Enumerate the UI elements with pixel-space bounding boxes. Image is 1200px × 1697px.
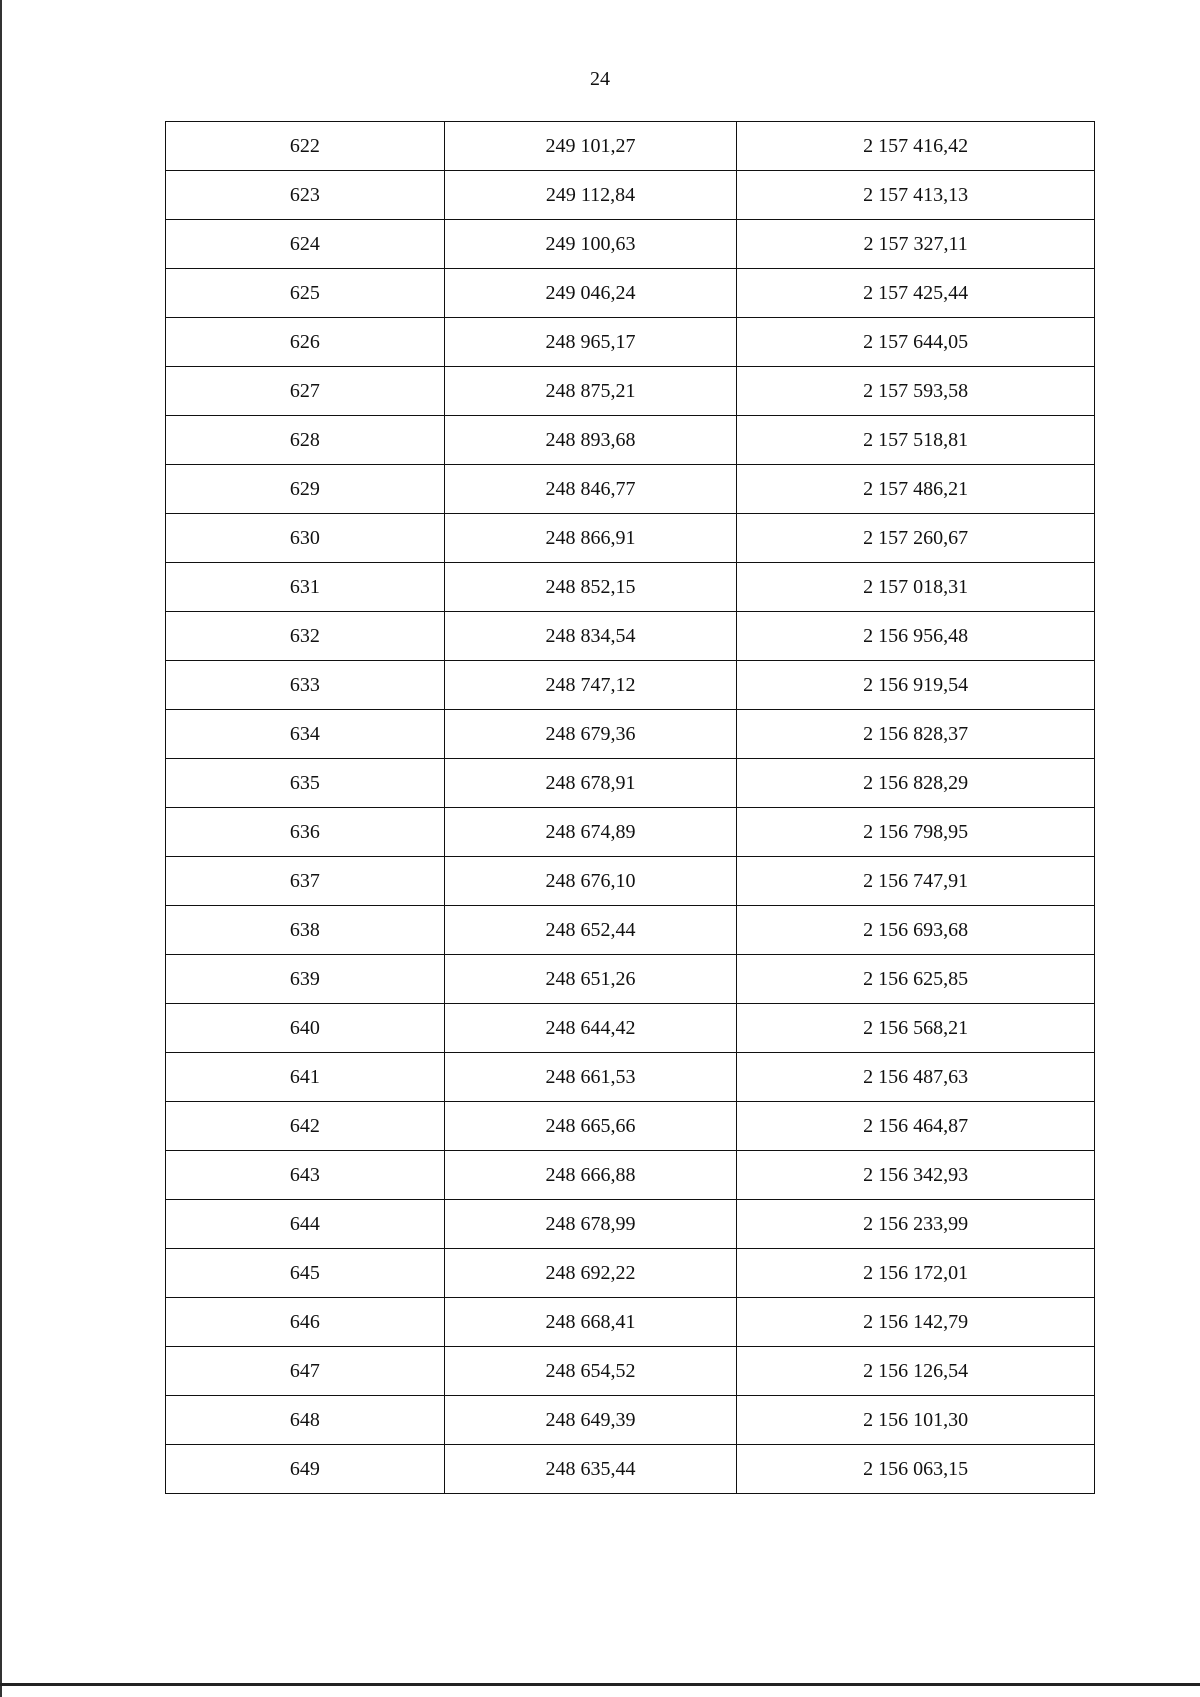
point-number-cell: 625 — [166, 269, 445, 318]
x-coordinate-cell: 248 676,10 — [444, 857, 737, 906]
x-coordinate-cell: 249 100,63 — [444, 220, 737, 269]
x-coordinate-cell: 249 046,24 — [444, 269, 737, 318]
x-coordinate-cell: 248 678,91 — [444, 759, 737, 808]
x-coordinate-cell: 248 652,44 — [444, 906, 737, 955]
x-coordinate-cell: 248 666,88 — [444, 1151, 737, 1200]
table-row — [166, 1249, 1095, 1298]
y-coordinate-cell: 2 156 142,79 — [737, 1298, 1095, 1347]
y-coordinate-cell: 2 156 101,30 — [737, 1396, 1095, 1445]
y-coordinate-cell: 2 156 233,99 — [737, 1200, 1095, 1249]
point-number-cell: 649 — [166, 1445, 445, 1494]
table-row — [166, 1396, 1095, 1445]
y-coordinate-cell: 2 156 747,91 — [737, 857, 1095, 906]
y-coordinate-cell: 2 157 486,21 — [737, 465, 1095, 514]
x-coordinate-cell: 248 875,21 — [444, 367, 737, 416]
point-number-cell: 623 — [166, 171, 445, 220]
y-coordinate-cell: 2 157 518,81 — [737, 416, 1095, 465]
point-number-cell: 645 — [166, 1249, 445, 1298]
table-row — [166, 367, 1095, 416]
x-coordinate-cell: 248 649,39 — [444, 1396, 737, 1445]
table-row — [166, 122, 1095, 171]
point-number-cell: 627 — [166, 367, 445, 416]
table-row — [166, 857, 1095, 906]
point-number-cell: 637 — [166, 857, 445, 906]
table-row — [166, 955, 1095, 1004]
y-coordinate-cell: 2 157 425,44 — [737, 269, 1095, 318]
point-number-cell: 631 — [166, 563, 445, 612]
y-coordinate-cell: 2 156 828,37 — [737, 710, 1095, 759]
table-row — [166, 1347, 1095, 1396]
table-row — [166, 563, 1095, 612]
point-number-cell: 647 — [166, 1347, 445, 1396]
table-row — [166, 1102, 1095, 1151]
y-coordinate-cell: 2 157 644,05 — [737, 318, 1095, 367]
x-coordinate-cell: 248 651,26 — [444, 955, 737, 1004]
point-number-cell: 635 — [166, 759, 445, 808]
table-row — [166, 1445, 1095, 1494]
x-coordinate-cell: 249 101,27 — [444, 122, 737, 171]
y-coordinate-cell: 2 157 260,67 — [737, 514, 1095, 563]
x-coordinate-cell: 248 747,12 — [444, 661, 737, 710]
table-body — [166, 122, 1095, 1494]
table-row — [166, 1053, 1095, 1102]
table-row — [166, 1004, 1095, 1053]
table-row — [166, 1151, 1095, 1200]
table-row — [166, 514, 1095, 563]
y-coordinate-cell: 2 156 693,68 — [737, 906, 1095, 955]
table-row — [166, 808, 1095, 857]
y-coordinate-cell: 2 156 919,54 — [737, 661, 1095, 710]
x-coordinate-cell: 248 678,99 — [444, 1200, 737, 1249]
table-row — [166, 710, 1095, 759]
y-coordinate-cell: 2 156 464,87 — [737, 1102, 1095, 1151]
x-coordinate-cell: 248 665,66 — [444, 1102, 737, 1151]
table-row — [166, 1200, 1095, 1249]
x-coordinate-cell: 248 692,22 — [444, 1249, 737, 1298]
point-number-cell: 632 — [166, 612, 445, 661]
table-row — [166, 661, 1095, 710]
point-number-cell: 646 — [166, 1298, 445, 1347]
x-coordinate-cell: 248 866,91 — [444, 514, 737, 563]
table-row — [166, 416, 1095, 465]
table-row — [166, 171, 1095, 220]
x-coordinate-cell: 248 852,15 — [444, 563, 737, 612]
point-number-cell: 634 — [166, 710, 445, 759]
y-coordinate-cell: 2 156 956,48 — [737, 612, 1095, 661]
y-coordinate-cell: 2 156 568,21 — [737, 1004, 1095, 1053]
y-coordinate-cell: 2 156 172,01 — [737, 1249, 1095, 1298]
point-number-cell: 628 — [166, 416, 445, 465]
table-row — [166, 759, 1095, 808]
coordinates-table — [165, 121, 1095, 1494]
page-bottom-edge — [0, 1683, 1200, 1686]
point-number-cell: 622 — [166, 122, 445, 171]
x-coordinate-cell: 248 661,53 — [444, 1053, 737, 1102]
page-number: 24 — [590, 68, 610, 90]
point-number-cell: 626 — [166, 318, 445, 367]
y-coordinate-cell: 2 156 063,15 — [737, 1445, 1095, 1494]
point-number-cell: 640 — [166, 1004, 445, 1053]
y-coordinate-cell: 2 157 018,31 — [737, 563, 1095, 612]
y-coordinate-cell: 2 157 416,42 — [737, 122, 1095, 171]
point-number-cell: 633 — [166, 661, 445, 710]
table-row — [166, 220, 1095, 269]
point-number-cell: 644 — [166, 1200, 445, 1249]
point-number-cell: 636 — [166, 808, 445, 857]
table-row — [166, 465, 1095, 514]
table-row — [166, 612, 1095, 661]
point-number-cell: 648 — [166, 1396, 445, 1445]
x-coordinate-cell: 248 635,44 — [444, 1445, 737, 1494]
x-coordinate-cell: 248 846,77 — [444, 465, 737, 514]
y-coordinate-cell: 2 156 798,95 — [737, 808, 1095, 857]
table-row — [166, 269, 1095, 318]
x-coordinate-cell: 248 679,36 — [444, 710, 737, 759]
point-number-cell: 638 — [166, 906, 445, 955]
point-number-cell: 624 — [166, 220, 445, 269]
x-coordinate-cell: 248 834,54 — [444, 612, 737, 661]
x-coordinate-cell: 248 965,17 — [444, 318, 737, 367]
table-row — [166, 318, 1095, 367]
x-coordinate-cell: 248 668,41 — [444, 1298, 737, 1347]
page-left-edge — [0, 0, 2, 1697]
y-coordinate-cell: 2 157 413,13 — [737, 171, 1095, 220]
point-number-cell: 643 — [166, 1151, 445, 1200]
y-coordinate-cell: 2 157 593,58 — [737, 367, 1095, 416]
y-coordinate-cell: 2 156 126,54 — [737, 1347, 1095, 1396]
x-coordinate-cell: 248 674,89 — [444, 808, 737, 857]
table-row — [166, 1298, 1095, 1347]
point-number-cell: 642 — [166, 1102, 445, 1151]
table-row — [166, 906, 1095, 955]
y-coordinate-cell: 2 156 342,93 — [737, 1151, 1095, 1200]
point-number-cell: 641 — [166, 1053, 445, 1102]
y-coordinate-cell: 2 157 327,11 — [737, 220, 1095, 269]
x-coordinate-cell: 248 893,68 — [444, 416, 737, 465]
y-coordinate-cell: 2 156 487,63 — [737, 1053, 1095, 1102]
y-coordinate-cell: 2 156 828,29 — [737, 759, 1095, 808]
point-number-cell: 639 — [166, 955, 445, 1004]
point-number-cell: 630 — [166, 514, 445, 563]
x-coordinate-cell: 249 112,84 — [444, 171, 737, 220]
point-number-cell: 629 — [166, 465, 445, 514]
x-coordinate-cell: 248 644,42 — [444, 1004, 737, 1053]
x-coordinate-cell: 248 654,52 — [444, 1347, 737, 1396]
y-coordinate-cell: 2 156 625,85 — [737, 955, 1095, 1004]
